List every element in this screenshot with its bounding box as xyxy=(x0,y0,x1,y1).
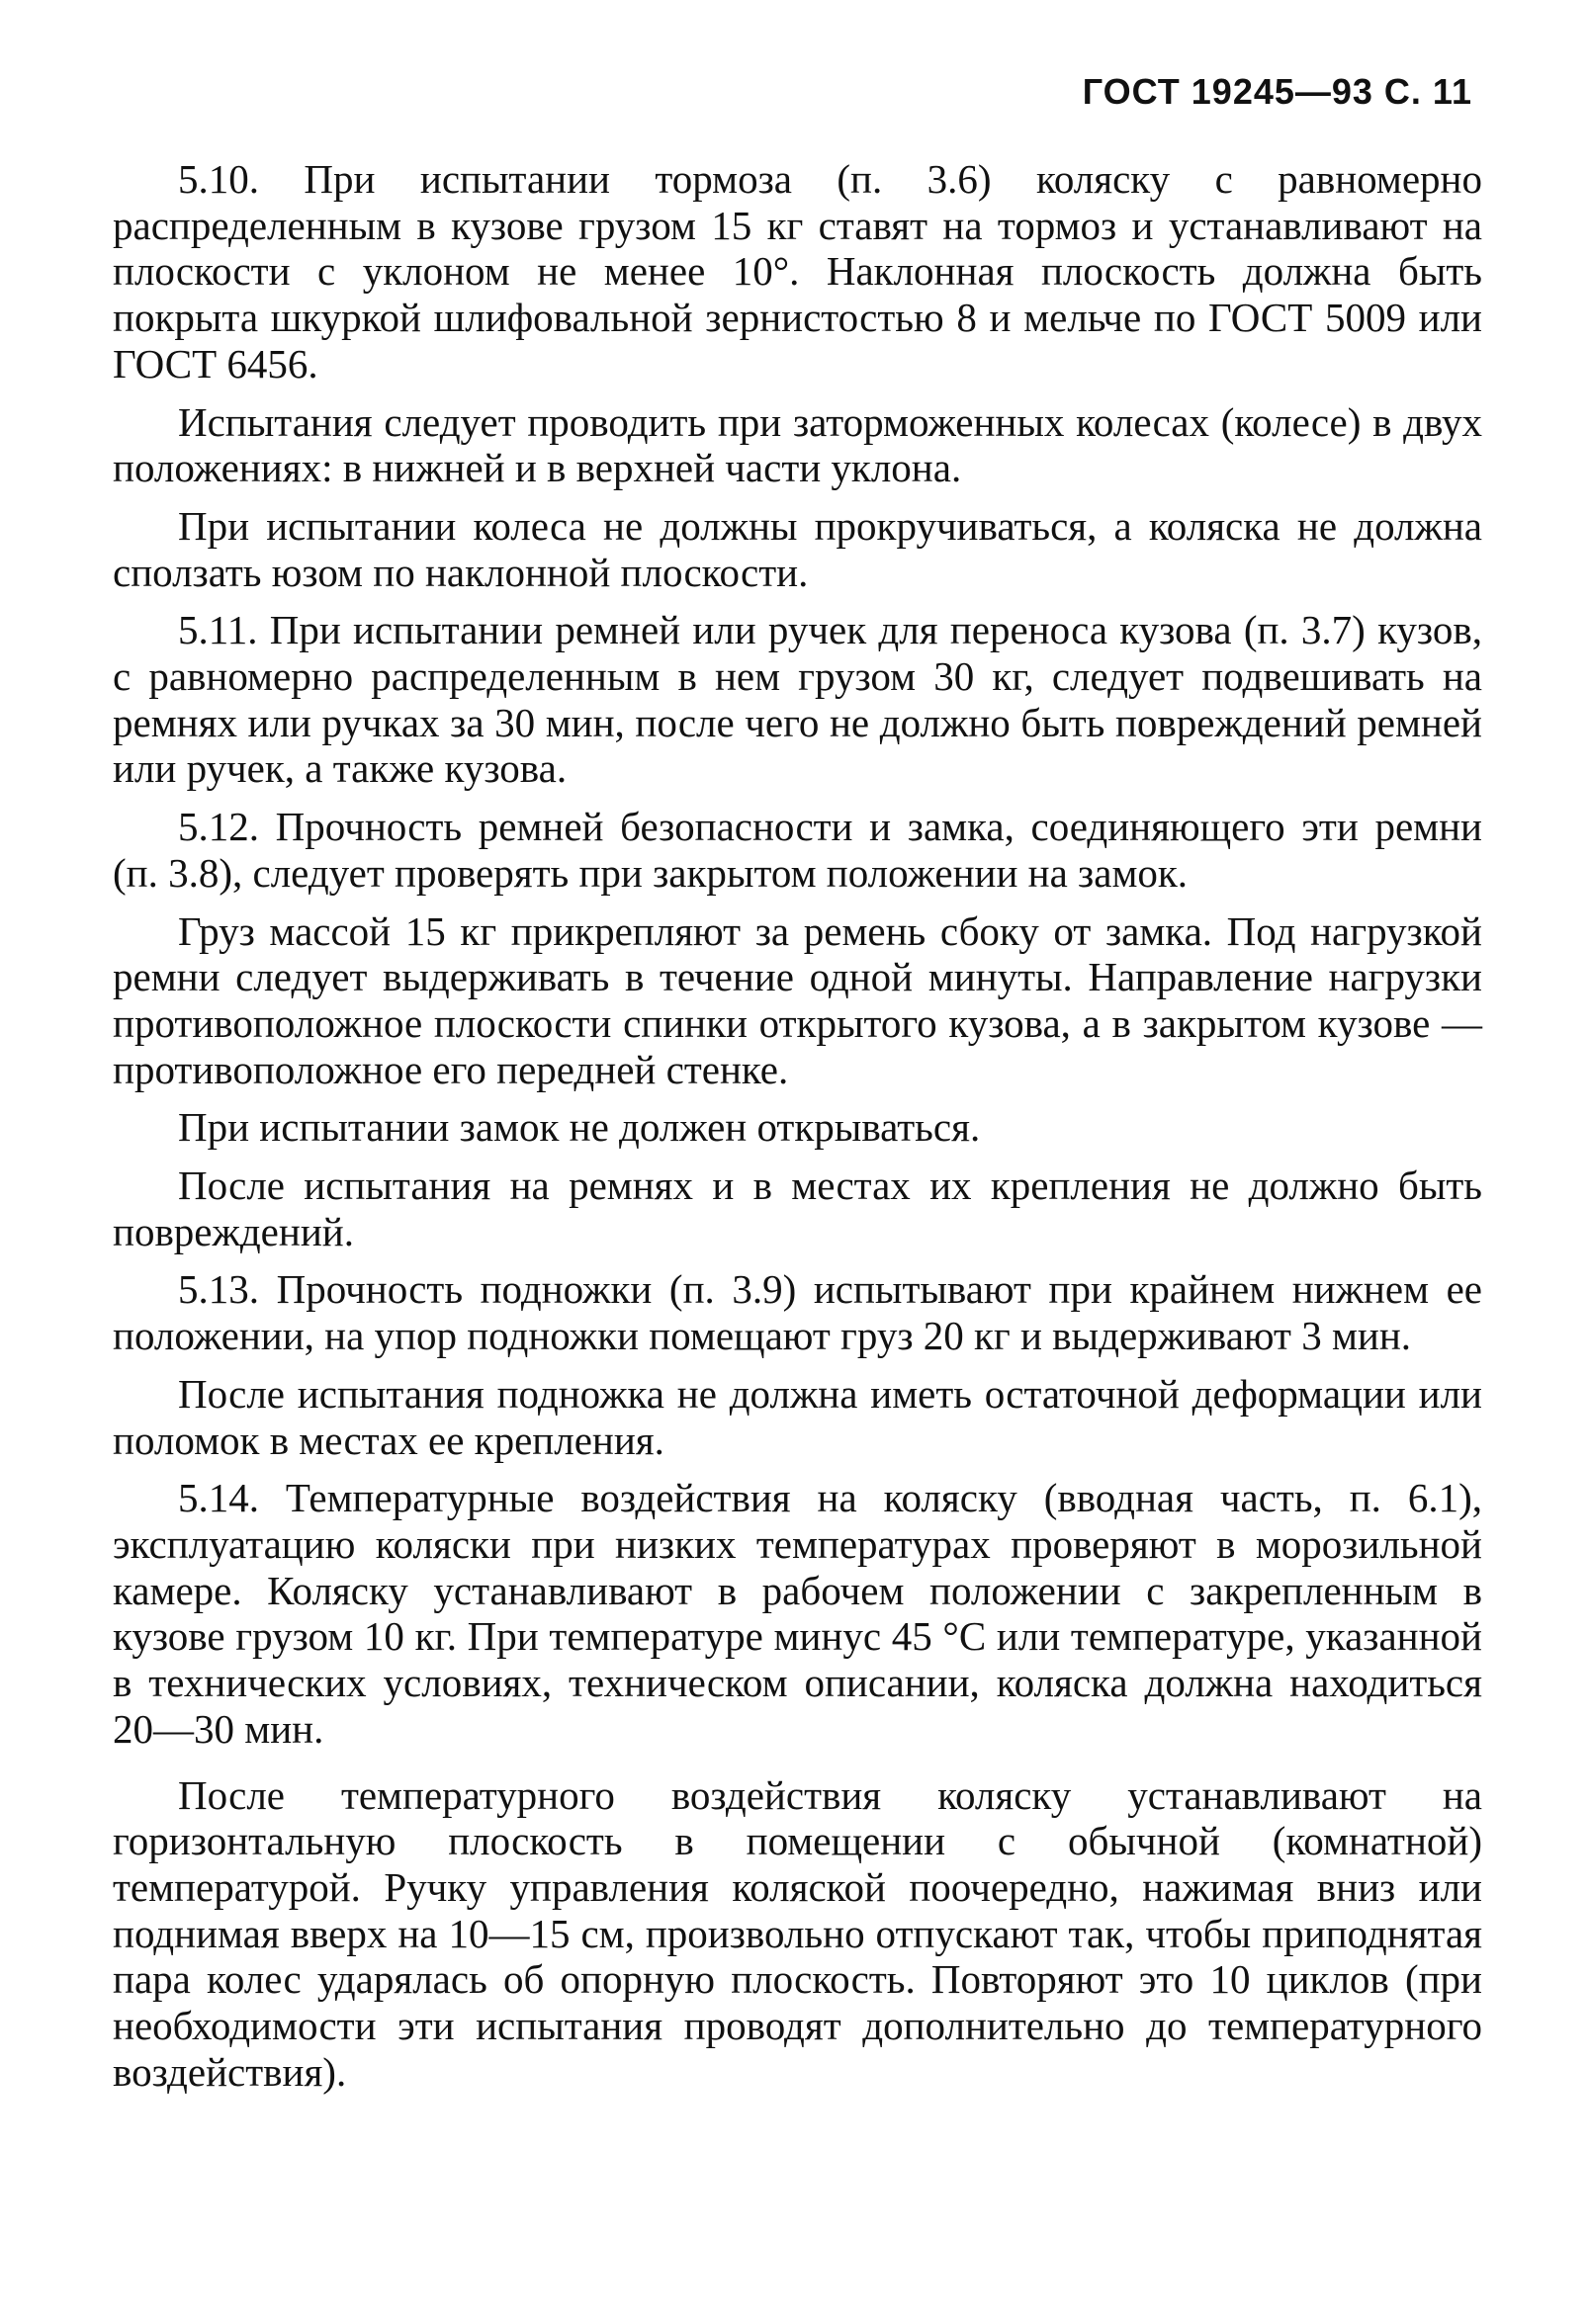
paragraph-5-11: 5.11. При испытании ремней или ручек для переноса кузова (п. 3.7) кузов, с равномерно распределенным в нем грузом 30 кг, следует подвешивать на ремнях или ручках за 30 мин, после чего не должно быть повреждений ремней или ручек, а также кузова. xyxy=(113,607,1482,792)
document-body xyxy=(113,156,1482,2095)
paragraph-brake-positions: Испытания следует проводить при заторможенных колесах (колесе) в двух положениях: в нижней и в верхней части уклона. xyxy=(113,398,1482,491)
paragraph-temperature-cycles: После температурного воздействия коляску устанавливают на горизонтальную плоскость в помещении с обычной (комнатной) температурой. Ручку управления коляской поочередно, нажимая вниз или поднимая вверх на 10—15 см, произвольно отпускают так, чтобы приподнятая пара колес ударялась об опорную плоскость. Повторяют это 10 циклов (при необходимости эти испытания проводят дополнительно до температурного воздействия). xyxy=(113,1771,1482,2095)
paragraph-belt-load: Груз массой 15 кг прикрепляют за ремень сбоку от замка. Под нагрузкой ремни следует выдерживать в течение одной минуты. Направление нагрузки противоположное плоскости спинки открытого кузова, а в закрытом кузове — противоположное его передней стенке. xyxy=(113,907,1482,1092)
running-header: ГОСТ 19245—93 С. 11 xyxy=(1082,71,1472,112)
paragraph-5-14: 5.14. Температурные воздействия на коляску (вводная часть, п. 6.1), эксплуатацию коляски при низких температурах проверяют в морозильной камере. Коляску устанавливают в рабочем положении с закрепленным в кузове грузом 10 кг. При температуре минус 45 °С или температуре, указанной в технических условиях, техническом описании, коляска должна находиться 20—30 мин. xyxy=(113,1475,1482,1752)
paragraph-footrest-result: После испытания подножка не должна иметь остаточной деформации или поломок в местах ее крепления. xyxy=(113,1370,1482,1463)
paragraph-5-12: 5.12. Прочность ремней безопасности и замка, соединяющего эти ремни (п. 3.8), следует проверять при закрытом положении на замок. xyxy=(113,804,1482,896)
paragraph-brake-result: При испытании колеса не должны прокручиваться, а коляска не должна сползать юзом по наклонной плоскости. xyxy=(113,502,1482,595)
paragraph-5-13: 5.13. Прочность подножки (п. 3.9) испытывают при крайнем нижнем ее положении, на упор подножки помещают груз 20 кг и выдерживают 3 мин. xyxy=(113,1266,1482,1359)
paragraph-5-10: 5.10. При испытании тормоза (п. 3.6) коляску с равномерно распределенным в кузове грузом 15 кг ставят на тормоз и устанавливают на плоскости с уклоном не менее 10°. Наклонная плоскость должна быть покрыта шкуркой шлифовальной зернистостью 8 и мельче по ГОСТ 5009 или ГОСТ 6456. xyxy=(113,156,1482,387)
paragraph-belt-result: После испытания на ремнях и в местах их крепления не должно быть повреждений. xyxy=(113,1162,1482,1254)
paragraph-lock-result: При испытании замок не должен открываться. xyxy=(178,1104,981,1151)
